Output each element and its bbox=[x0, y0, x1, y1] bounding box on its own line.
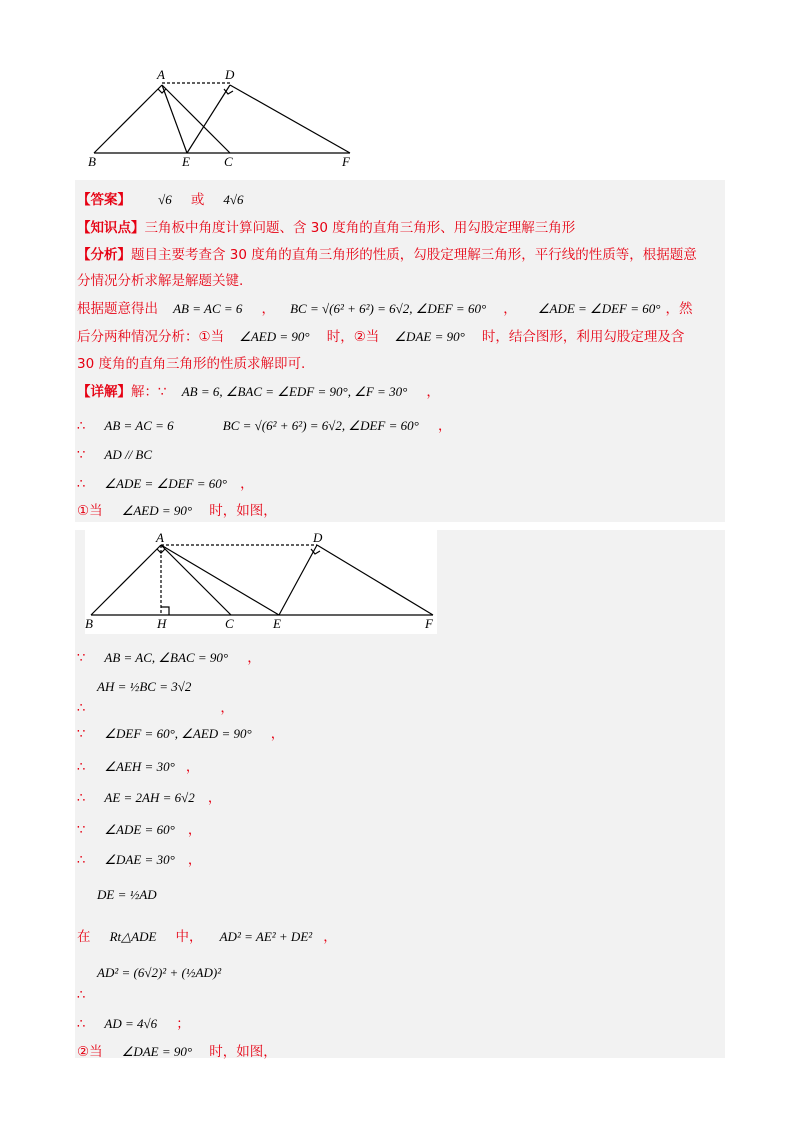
comma: ， bbox=[503, 301, 517, 317]
label-E: E bbox=[182, 154, 190, 169]
line-ED bbox=[187, 85, 230, 153]
label-B: B bbox=[85, 616, 93, 631]
because-symbol: ∵ bbox=[77, 448, 86, 463]
comma: ， bbox=[187, 822, 202, 838]
because-symbol: ∵ bbox=[77, 727, 86, 742]
label-B: B bbox=[88, 154, 96, 169]
detail-math-1: AB = AC = 6 bbox=[104, 418, 174, 433]
analysis-line-1: 题目主要考查含 30 度角的直角三角形的性质，勾股定理解三角形，平行线的性质等，根据题意 bbox=[131, 247, 697, 263]
label-F: F bbox=[342, 154, 350, 169]
figure-1 bbox=[80, 66, 370, 170]
because-symbol: ∵ bbox=[77, 823, 86, 838]
answer-panel bbox=[75, 180, 725, 522]
step-9-mid: 中， bbox=[175, 929, 203, 945]
case-1-math: ∠AED = 90° bbox=[121, 503, 193, 518]
answer-value-1: √6 bbox=[158, 192, 172, 207]
label-F: F bbox=[425, 616, 433, 631]
step-3: ∠DEF = 60°, ∠AED = 90° bbox=[104, 726, 252, 741]
analysis-math-3: ∠ADE = ∠DEF = 60° bbox=[537, 301, 661, 316]
analysis-math-5: ∠DAE = 90° bbox=[394, 329, 465, 344]
line-AC bbox=[162, 85, 230, 153]
semicolon: ； bbox=[176, 1016, 190, 1032]
label-A: A bbox=[156, 530, 164, 545]
analysis-line-4-mid: 时，②当 bbox=[326, 329, 380, 345]
step-8: DE = ½AD bbox=[97, 887, 157, 902]
step-9-pre: 在 bbox=[77, 929, 91, 945]
therefore-symbol: ∴ bbox=[77, 1017, 86, 1032]
detail-math-2: AD // BC bbox=[104, 447, 153, 462]
comma: ， bbox=[220, 700, 234, 716]
label-E: E bbox=[273, 616, 281, 631]
knowledge-tag: 【知识点】 bbox=[77, 220, 145, 236]
analysis-math-1: AB = AC = 6 bbox=[173, 301, 243, 316]
step-5: AE = 2AH = 6√2 bbox=[104, 790, 195, 805]
comma: ， bbox=[187, 852, 202, 868]
answer-value-2: 4√6 bbox=[223, 192, 244, 207]
label-H: H bbox=[157, 616, 167, 631]
analysis-line-2: 分情况分析求解是解题关键. bbox=[77, 273, 244, 289]
line-BA bbox=[91, 545, 161, 615]
detail-math-1b: BC = √(6² + 6²) = 6√2, ∠DEF = 60° bbox=[222, 418, 419, 433]
case-2-post: 时，如图， bbox=[209, 1044, 277, 1060]
therefore-symbol: ∴ bbox=[77, 419, 86, 434]
analysis-line-4-pre: 后分两种情况分析：①当 bbox=[77, 329, 225, 345]
comma: ， bbox=[323, 929, 337, 945]
knowledge-text: 三角板中角度计算问题、含 30 度角的直角三角形、用勾股定理解三角形 bbox=[144, 220, 576, 236]
right-angle-H bbox=[161, 607, 169, 615]
comma: ， bbox=[247, 650, 261, 666]
line-AE bbox=[162, 85, 187, 153]
line-BA bbox=[94, 85, 162, 153]
step-2: AH = ½BC = 3√2 bbox=[97, 679, 192, 694]
step-4: ∠AEH = 30° bbox=[104, 759, 175, 774]
detail-tag: 【详解】 bbox=[77, 384, 131, 400]
case-2-pre: ②当 bbox=[77, 1044, 103, 1060]
case-2-math: ∠DAE = 90° bbox=[121, 1044, 193, 1059]
step-9-math-1: Rt△ADE bbox=[109, 929, 157, 944]
comma: ， bbox=[207, 790, 222, 806]
step-9-math-2: AD² = AE² + DE² bbox=[219, 929, 313, 944]
because-symbol: ∵ bbox=[77, 651, 86, 666]
step-11: AD = 4√6 bbox=[104, 1016, 158, 1031]
comma: ， bbox=[437, 418, 452, 434]
line-DF bbox=[317, 545, 433, 615]
case-1-pre: ①当 bbox=[77, 503, 103, 519]
figure-2 bbox=[85, 530, 437, 634]
step-6: ∠ADE = 60° bbox=[104, 822, 175, 837]
therefore-symbol: ∴ bbox=[77, 701, 86, 716]
comma: ， bbox=[185, 759, 200, 775]
line-DF bbox=[230, 85, 350, 153]
detail-math-0: AB = 6, ∠BAC = ∠EDF = 90°, ∠F = 30° bbox=[181, 384, 408, 399]
detail-solve: 解：∵ bbox=[131, 384, 167, 400]
label-C: C bbox=[225, 616, 234, 631]
analysis-math-2: BC = √(6² + 6²) = 6√2, ∠DEF = 60° bbox=[290, 301, 487, 316]
therefore-symbol: ∴ bbox=[77, 853, 86, 868]
analysis-line-4-post: 时，结合图形，利用勾股定理及含 bbox=[481, 329, 685, 345]
analysis-math-4: ∠AED = 90° bbox=[239, 329, 310, 344]
analysis-line-3-pre: 根据题意得出 bbox=[77, 301, 158, 317]
step-7: ∠DAE = 30° bbox=[104, 852, 175, 867]
therefore-symbol: ∴ bbox=[77, 760, 86, 775]
answer-or: 或 bbox=[190, 192, 205, 208]
analysis-line-3-post: ，然 bbox=[665, 301, 693, 317]
therefore-symbol: ∴ bbox=[77, 791, 86, 806]
label-D: D bbox=[313, 530, 323, 545]
case-1-post: 时，如图， bbox=[209, 503, 277, 519]
label-A: A bbox=[157, 67, 165, 82]
comma: ， bbox=[270, 726, 285, 742]
analysis-tag: 【分析】 bbox=[77, 247, 131, 263]
comma: ， bbox=[240, 476, 254, 492]
step-10: AD² = (6√2)² + (½AD)² bbox=[97, 965, 222, 980]
line-ED bbox=[279, 545, 317, 615]
label-C: C bbox=[224, 154, 233, 169]
step-1: AB = AC, ∠BAC = 90° bbox=[104, 650, 229, 665]
answer-tag: 【答案】 bbox=[77, 192, 131, 208]
comma: ， bbox=[426, 384, 440, 400]
detail-math-3: ∠ADE = ∠DEF = 60° bbox=[104, 476, 227, 491]
therefore-symbol: ∴ bbox=[77, 988, 86, 1003]
steps-panel bbox=[75, 530, 725, 1058]
analysis-line-5: 30 度角的直角三角形的性质求解即可. bbox=[77, 356, 306, 372]
therefore-symbol: ∴ bbox=[77, 477, 86, 492]
label-D: D bbox=[225, 67, 235, 82]
comma: ， bbox=[261, 301, 275, 317]
